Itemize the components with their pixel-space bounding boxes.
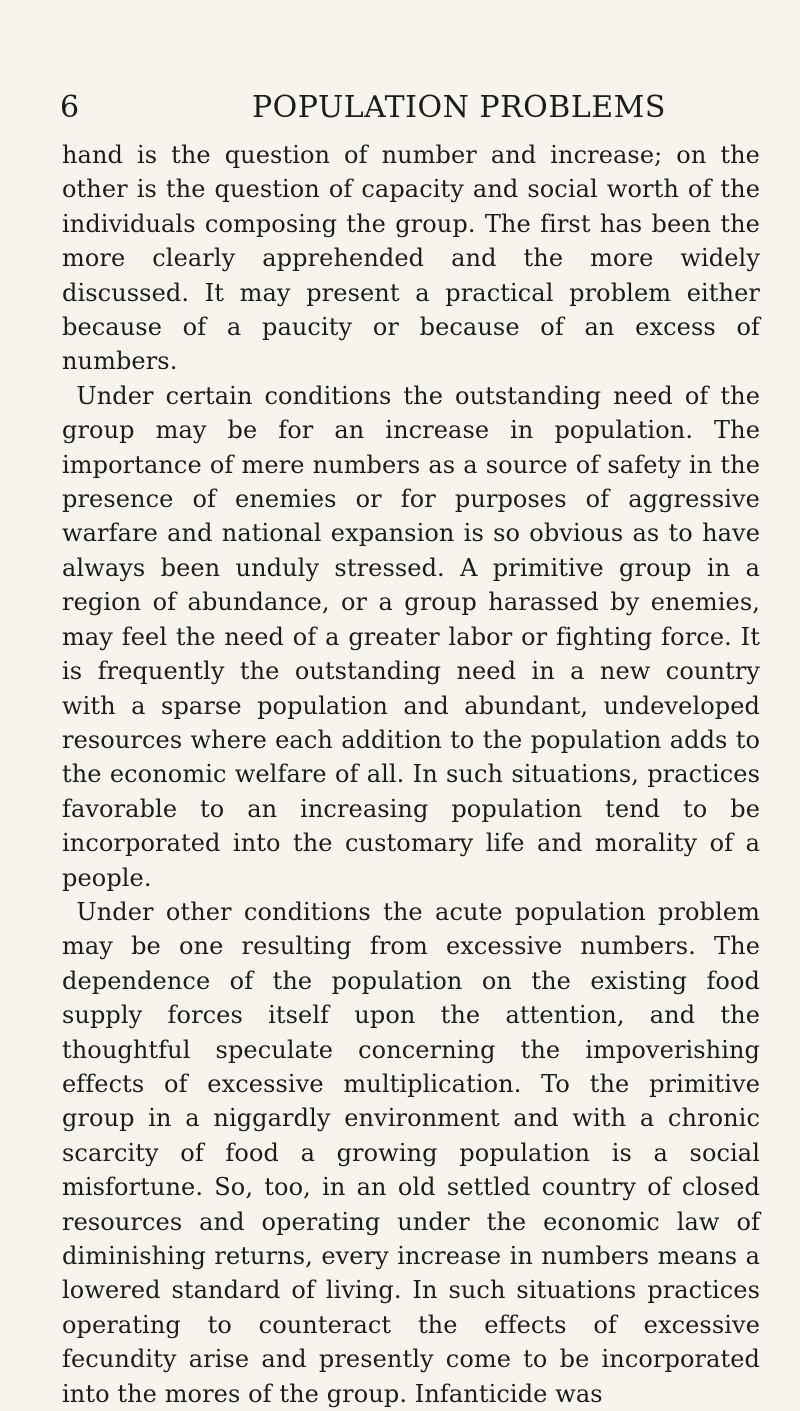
page-header [62, 86, 760, 130]
running-head: POPULATION PROBLEMS [252, 90, 666, 125]
paragraph: Under certain conditions the outstanding need of the group may be for an increase in population. The importance of mere numbers as a source of safety in the presence of enemies or for purposes of aggressive warfare and national expansion is so obvious as to have always been unduly stressed. A primitive group in a region of abundance, or a group harassed by enemies, may feel the need of a greater labor or fighting force. It is frequently the outstanding need in a new country with a sparse population and abundant, undeveloped resources where each addition to the population adds to the economic welfare of all. In such situations, practices favorable to an increasing population tend to be incorporated into the customary life and morality of a people. [62, 381, 760, 892]
page-number: 6 [60, 90, 80, 125]
body-text [62, 138, 760, 1411]
paragraph: Under other conditions the acute population problem may be one resulting from excessive numbers. The dependence of the population on the existing food supply forces itself upon the attention, and the thoughtful speculate concerning the impoverishing effects of excessive multiplication. To the primitive group in a niggardly environment and with a chronic scarcity of food a growing population is a social misfortune. So, too, in an old settled country of closed resources and operating under the economic law of diminishing returns, every increase in numbers means a lowered standard of living. In such situations practices operating to counteract the effects of excessive fecundity arise and presently come to be incorporated into the mores of the group. Infanticide was [62, 897, 760, 1408]
paragraph-continuation: hand is the question of number and increase; on the other is the question of capacity and social worth of the individuals composing the group. The first has been the more clearly apprehended and the more widely discussed. It may present a practical problem either because of a paucity or because of an excess of numbers. [62, 141, 760, 376]
